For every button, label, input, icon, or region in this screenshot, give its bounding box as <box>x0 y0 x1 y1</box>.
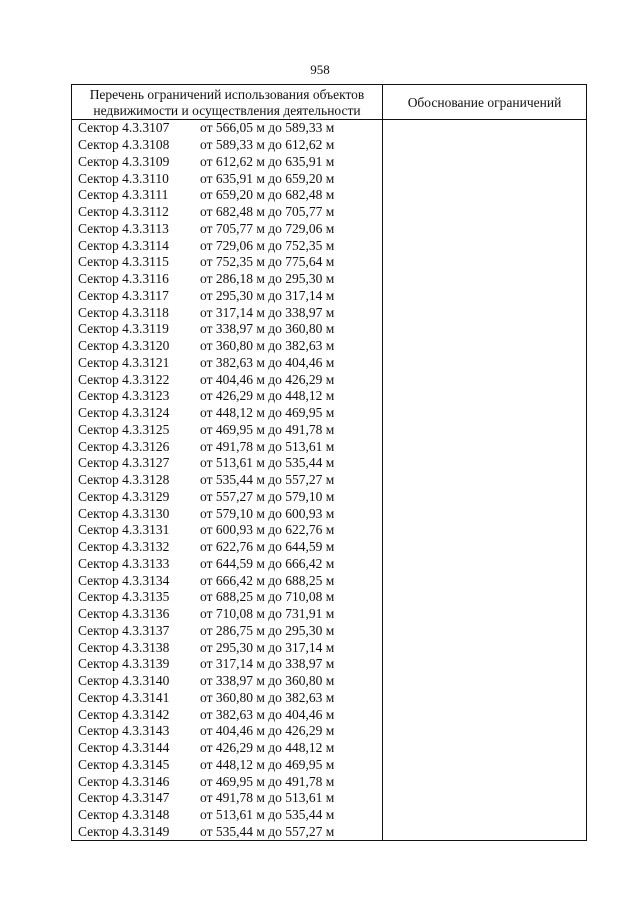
table-row <box>72 556 587 573</box>
distance-range: от 612,62 м до 635,91 м <box>200 153 335 169</box>
distance-range: от 579,10 м до 600,93 м <box>200 505 335 521</box>
distance-range: от 729,06 м до 752,35 м <box>200 237 335 253</box>
sector-label: Сектор 4.3.3136 <box>78 606 170 622</box>
distance-range: от 338,97 м до 360,80 м <box>200 673 335 689</box>
sector-label: Сектор 4.3.3110 <box>78 170 169 186</box>
distance-range: от 469,95 м до 491,78 м <box>200 773 335 789</box>
justification-cell <box>383 288 587 305</box>
sector-label: Сектор 4.3.3117 <box>78 287 169 303</box>
table-row <box>72 204 587 221</box>
table-row <box>72 438 587 455</box>
table-row <box>72 154 587 171</box>
restriction-cell <box>72 572 383 589</box>
restriction-cell <box>72 589 383 606</box>
restriction-cell <box>72 556 383 573</box>
justification-cell <box>383 824 587 841</box>
table-row <box>72 639 587 656</box>
table-row <box>72 120 587 137</box>
justification-cell <box>383 388 587 405</box>
table-row <box>72 371 587 388</box>
justification-cell <box>383 271 587 288</box>
distance-range: от 513,61 м до 535,44 м <box>200 455 335 471</box>
restriction-cell <box>72 187 383 204</box>
distance-range: от 295,30 м до 317,14 м <box>200 639 335 655</box>
restriction-cell <box>72 422 383 439</box>
distance-range: от 666,42 м до 688,25 м <box>200 572 335 588</box>
restriction-cell <box>72 237 383 254</box>
sector-label: Сектор 4.3.3112 <box>78 204 169 220</box>
restriction-cell <box>72 740 383 757</box>
table-row <box>72 706 587 723</box>
sector-label: Сектор 4.3.3149 <box>78 823 170 839</box>
sector-label: Сектор 4.3.3116 <box>78 271 169 287</box>
sector-label: Сектор 4.3.3147 <box>78 790 170 806</box>
sector-label: Сектор 4.3.3145 <box>78 756 170 772</box>
distance-range: от 317,14 м до 338,97 м <box>200 304 335 320</box>
table-row <box>72 237 587 254</box>
restriction-cell <box>72 254 383 271</box>
table-row <box>72 740 587 757</box>
justification-cell <box>383 489 587 506</box>
sector-label: Сектор 4.3.3141 <box>78 689 170 705</box>
column-header-justification: Обоснование ограничений <box>383 85 587 120</box>
restrictions-table <box>71 84 587 841</box>
justification-cell <box>383 472 587 489</box>
table-row <box>72 472 587 489</box>
restriction-cell <box>72 773 383 790</box>
justification-cell <box>383 639 587 656</box>
sector-label: Сектор 4.3.3131 <box>78 522 170 538</box>
table-row <box>72 505 587 522</box>
restriction-cell <box>72 723 383 740</box>
sector-label: Сектор 4.3.3132 <box>78 539 170 555</box>
justification-cell <box>383 120 587 137</box>
restriction-cell <box>72 204 383 221</box>
restriction-cell <box>72 137 383 154</box>
table-row <box>72 623 587 640</box>
distance-range: от 382,63 м до 404,46 м <box>200 706 335 722</box>
restriction-cell <box>72 371 383 388</box>
restriction-cell <box>72 690 383 707</box>
sector-label: Сектор 4.3.3126 <box>78 438 170 454</box>
table-row <box>72 606 587 623</box>
sector-label: Сектор 4.3.3108 <box>78 137 170 153</box>
table-row <box>72 757 587 774</box>
justification-cell <box>383 237 587 254</box>
distance-range: от 659,20 м до 682,48 м <box>200 187 335 203</box>
distance-range: от 404,46 м до 426,29 м <box>200 723 335 739</box>
distance-range: от 286,18 м до 295,30 м <box>200 271 335 287</box>
sector-label: Сектор 4.3.3125 <box>78 421 170 437</box>
restriction-cell <box>72 757 383 774</box>
sector-label: Сектор 4.3.3127 <box>78 455 170 471</box>
distance-range: от 491,78 м до 513,61 м <box>200 790 335 806</box>
table-row <box>72 572 587 589</box>
table-row <box>72 539 587 556</box>
sector-label: Сектор 4.3.3128 <box>78 472 170 488</box>
justification-cell <box>383 556 587 573</box>
distance-range: от 557,27 м до 579,10 м <box>200 488 335 504</box>
restriction-cell <box>72 824 383 841</box>
table-body <box>72 120 587 841</box>
restriction-cell <box>72 221 383 238</box>
restriction-cell <box>72 656 383 673</box>
sector-label: Сектор 4.3.3122 <box>78 371 170 387</box>
table-row <box>72 773 587 790</box>
restriction-cell <box>72 539 383 556</box>
justification-cell <box>383 137 587 154</box>
justification-cell <box>383 338 587 355</box>
restriction-cell <box>72 405 383 422</box>
table-row <box>72 254 587 271</box>
page-number: 958 <box>310 62 330 77</box>
table-row <box>72 489 587 506</box>
sector-label: Сектор 4.3.3111 <box>78 187 169 203</box>
restriction-cell <box>72 455 383 472</box>
distance-range: от 360,80 м до 382,63 м <box>200 689 335 705</box>
table-row <box>72 455 587 472</box>
distance-range: от 382,63 м до 404,46 м <box>200 354 335 370</box>
table-row <box>72 405 587 422</box>
justification-cell <box>383 355 587 372</box>
restriction-cell <box>72 120 383 137</box>
sector-label: Сектор 4.3.3115 <box>78 254 169 270</box>
sector-label: Сектор 4.3.3135 <box>78 589 170 605</box>
sector-label: Сектор 4.3.3146 <box>78 773 170 789</box>
distance-range: от 688,25 м до 710,08 м <box>200 589 335 605</box>
restriction-cell <box>72 790 383 807</box>
sector-label: Сектор 4.3.3118 <box>78 304 169 320</box>
justification-cell <box>383 673 587 690</box>
table-row <box>72 338 587 355</box>
distance-range: от 752,35 м до 775,64 м <box>200 254 335 270</box>
distance-range: от 295,30 м до 317,14 м <box>200 287 335 303</box>
table-row <box>72 673 587 690</box>
table-row <box>72 388 587 405</box>
restriction-cell <box>72 522 383 539</box>
table-row <box>72 522 587 539</box>
restriction-cell <box>72 321 383 338</box>
restriction-cell <box>72 505 383 522</box>
distance-range: от 644,59 м до 666,42 м <box>200 555 335 571</box>
distance-range: от 710,08 м до 731,91 м <box>200 606 335 622</box>
sector-label: Сектор 4.3.3119 <box>78 321 169 337</box>
distance-range: от 286,75 м до 295,30 м <box>200 622 335 638</box>
sector-label: Сектор 4.3.3114 <box>78 237 169 253</box>
restriction-cell <box>72 170 383 187</box>
justification-cell <box>383 170 587 187</box>
restriction-cell <box>72 472 383 489</box>
justification-cell <box>383 321 587 338</box>
distance-range: от 448,12 м до 469,95 м <box>200 405 335 421</box>
restriction-cell <box>72 639 383 656</box>
restriction-cell <box>72 154 383 171</box>
sector-label: Сектор 4.3.3148 <box>78 807 170 823</box>
restriction-cell <box>72 807 383 824</box>
justification-cell <box>383 539 587 556</box>
distance-range: от 513,61 м до 535,44 м <box>200 807 335 823</box>
sector-label: Сектор 4.3.3133 <box>78 555 170 571</box>
table-row <box>72 355 587 372</box>
distance-range: от 535,44 м до 557,27 м <box>200 472 335 488</box>
distance-range: от 705,77 м до 729,06 м <box>200 220 335 236</box>
column-header-restrictions: Перечень ограничений использования объектов недвижимости и осуществления деятельности <box>72 85 383 120</box>
restriction-cell <box>72 623 383 640</box>
restriction-cell <box>72 271 383 288</box>
justification-cell <box>383 690 587 707</box>
restriction-cell <box>72 355 383 372</box>
sector-label: Сектор 4.3.3143 <box>78 723 170 739</box>
restriction-cell <box>72 338 383 355</box>
justification-cell <box>383 589 587 606</box>
table-row <box>72 170 587 187</box>
distance-range: от 589,33 м до 612,62 м <box>200 137 335 153</box>
table-row <box>72 422 587 439</box>
justification-cell <box>383 790 587 807</box>
table-row <box>72 790 587 807</box>
distance-range: от 491,78 м до 513,61 м <box>200 438 335 454</box>
justification-cell <box>383 422 587 439</box>
table-row <box>72 589 587 606</box>
justification-cell <box>383 187 587 204</box>
distance-range: от 426,29 м до 448,12 м <box>200 388 335 404</box>
sector-label: Сектор 4.3.3109 <box>78 153 170 169</box>
distance-range: от 448,12 м до 469,95 м <box>200 756 335 772</box>
distance-range: от 469,95 м до 491,78 м <box>200 421 335 437</box>
justification-cell <box>383 221 587 238</box>
sector-label: Сектор 4.3.3140 <box>78 673 170 689</box>
distance-range: от 338,97 м до 360,80 м <box>200 321 335 337</box>
distance-range: от 566,05 м до 589,33 м <box>200 120 335 136</box>
sector-label: Сектор 4.3.3129 <box>78 488 170 504</box>
justification-cell <box>383 505 587 522</box>
distance-range: от 635,91 м до 659,20 м <box>200 170 335 186</box>
restriction-cell <box>72 304 383 321</box>
distance-range: от 682,48 м до 705,77 м <box>200 204 335 220</box>
distance-range: от 622,76 м до 644,59 м <box>200 539 335 555</box>
sector-label: Сектор 4.3.3121 <box>78 354 170 370</box>
table-header-row <box>72 85 587 120</box>
justification-cell <box>383 304 587 321</box>
sector-label: Сектор 4.3.3107 <box>78 120 170 136</box>
justification-cell <box>383 254 587 271</box>
table-row <box>72 304 587 321</box>
table-row <box>72 271 587 288</box>
justification-cell <box>383 623 587 640</box>
justification-cell <box>383 438 587 455</box>
sector-label: Сектор 4.3.3134 <box>78 572 170 588</box>
sector-label: Сектор 4.3.3124 <box>78 405 170 421</box>
justification-cell <box>383 656 587 673</box>
restriction-cell <box>72 288 383 305</box>
justification-cell <box>383 740 587 757</box>
distance-range: от 535,44 м до 557,27 м <box>200 823 335 839</box>
restriction-cell <box>72 489 383 506</box>
sector-label: Сектор 4.3.3138 <box>78 639 170 655</box>
table-row <box>72 656 587 673</box>
distance-range: от 426,29 м до 448,12 м <box>200 740 335 756</box>
table-row <box>72 723 587 740</box>
distance-range: от 600,93 м до 622,76 м <box>200 522 335 538</box>
justification-cell <box>383 371 587 388</box>
table-row <box>72 824 587 841</box>
sector-label: Сектор 4.3.3139 <box>78 656 170 672</box>
sector-label: Сектор 4.3.3123 <box>78 388 170 404</box>
table-row <box>72 807 587 824</box>
restriction-cell <box>72 438 383 455</box>
justification-cell <box>383 807 587 824</box>
restriction-cell <box>72 388 383 405</box>
table-row <box>72 288 587 305</box>
restriction-cell <box>72 606 383 623</box>
restriction-cell <box>72 673 383 690</box>
table-row <box>72 137 587 154</box>
justification-cell <box>383 706 587 723</box>
justification-cell <box>383 572 587 589</box>
distance-range: от 317,14 м до 338,97 м <box>200 656 335 672</box>
sector-label: Сектор 4.3.3113 <box>78 220 169 236</box>
justification-cell <box>383 522 587 539</box>
distance-range: от 404,46 м до 426,29 м <box>200 371 335 387</box>
justification-cell <box>383 204 587 221</box>
table-row <box>72 187 587 204</box>
sector-label: Сектор 4.3.3130 <box>78 505 170 521</box>
restriction-cell <box>72 706 383 723</box>
justification-cell <box>383 773 587 790</box>
justification-cell <box>383 455 587 472</box>
sector-label: Сектор 4.3.3137 <box>78 622 170 638</box>
table-row <box>72 221 587 238</box>
sector-label: Сектор 4.3.3144 <box>78 740 170 756</box>
justification-cell <box>383 723 587 740</box>
distance-range: от 360,80 м до 382,63 м <box>200 338 335 354</box>
justification-cell <box>383 154 587 171</box>
table-row <box>72 690 587 707</box>
justification-cell <box>383 757 587 774</box>
justification-cell <box>383 405 587 422</box>
table-row <box>72 321 587 338</box>
justification-cell <box>383 606 587 623</box>
sector-label: Сектор 4.3.3120 <box>78 338 170 354</box>
sector-label: Сектор 4.3.3142 <box>78 706 170 722</box>
